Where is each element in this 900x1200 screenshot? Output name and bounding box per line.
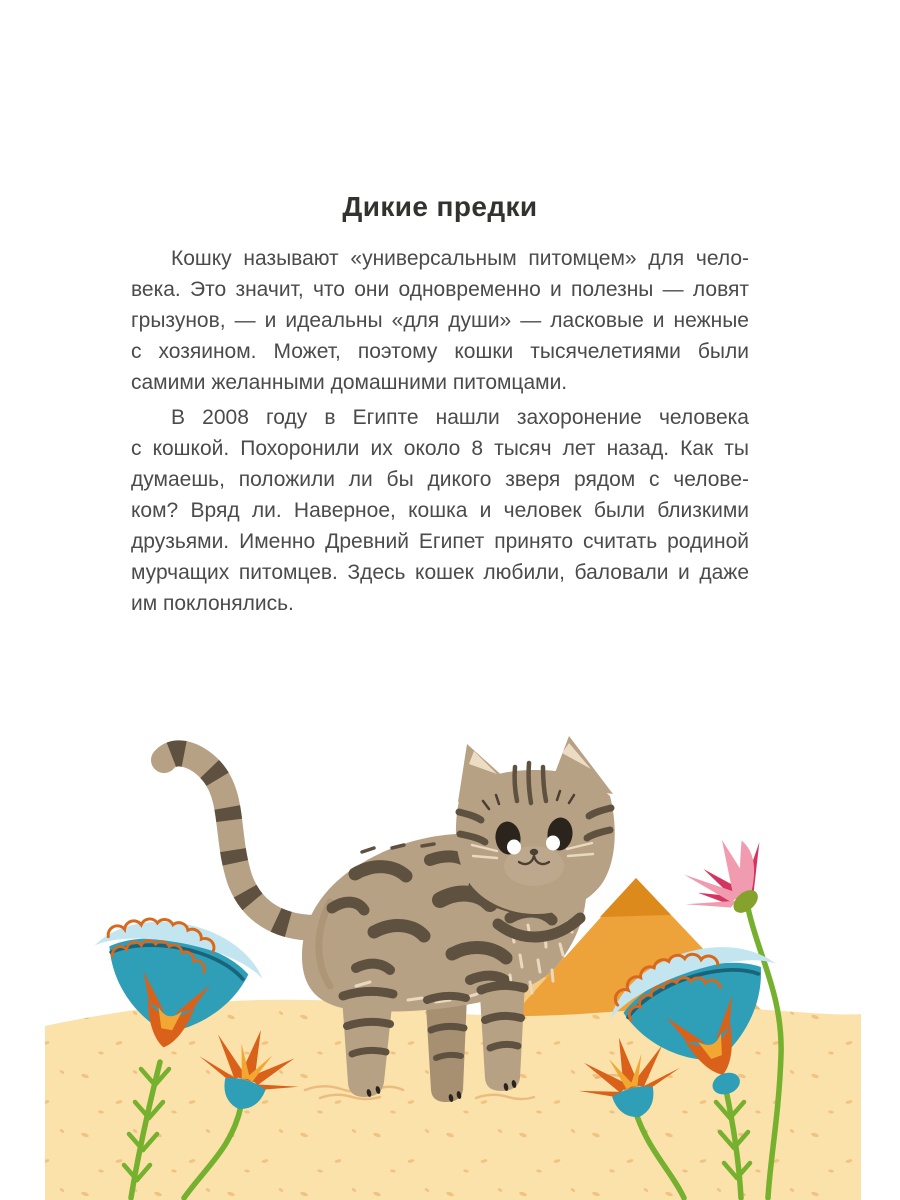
- text-line: думаешь, положили ли бы дикого зверя рядом с челове-: [131, 468, 749, 491]
- text-line: грызунов, — и идеальны «для души» — ласковые и нежные: [131, 309, 749, 332]
- text-line: мурчащих питомцев. Здесь кошек любили, баловали и даже: [131, 561, 749, 584]
- text-line: века. Это значит, что они одновременно и полезны — ловят: [131, 278, 749, 301]
- text-line: с кошкой. Похоронили их около 8 тысяч лет назад. Как ты: [131, 437, 749, 460]
- page-title: Дикие предки: [342, 190, 538, 222]
- cat-head: [456, 736, 615, 914]
- text-line: Кошку называют «универсальным питомцем» для чело-: [171, 247, 749, 270]
- pink-lotus-flower: [668, 827, 783, 935]
- text-line: друзьями. Именно Древний Египет принято считать родиной: [131, 530, 749, 553]
- text-line: с хозяином. Может, поэтому кошки тысячелетиями были: [131, 340, 749, 363]
- text-line: В 2008 году в Египте нашли захоронение человека: [171, 406, 749, 429]
- text-line: им поклонялись.: [131, 592, 294, 615]
- cat-nose: [530, 849, 538, 855]
- text-line: ком? Вряд ли. Наверное, кошка и человек были близкими: [131, 499, 749, 522]
- text-line: самими желанными домашними питомцами.: [131, 371, 568, 394]
